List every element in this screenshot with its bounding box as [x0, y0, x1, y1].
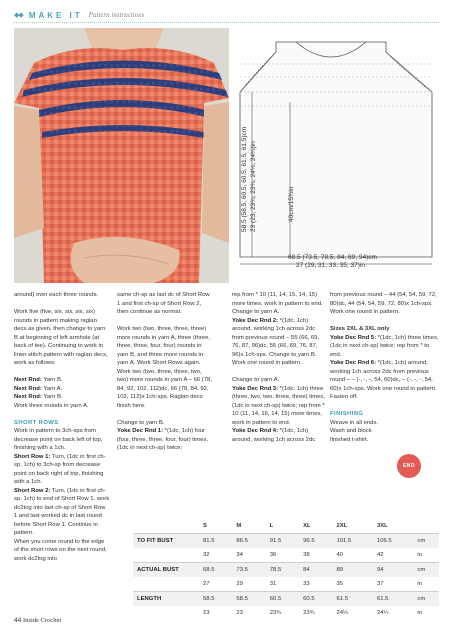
instruction-line: Yoke Dec Rnd 3: *(1dc, 1ch) three (three, two, two, three, three) times, (1dc in next ch-sp) twice; rep from * 10 (11, 14, 16, 14, 15) more times, work in pattern to end. [232, 385, 325, 426]
text-column-2 [117, 291, 213, 453]
sizes-subheading: Sizes 2XL & 3XL only [330, 326, 390, 332]
text-column-3 [232, 291, 328, 444]
instruction-line: Short Row 1: Turn, (1dc in first ch-sp, 1ch) to 3ch-sp from decrease point on back right of top, finishing with a 1ch. [14, 453, 106, 485]
section-title: MAKE IT [28, 10, 83, 20]
schematic-chest-label-in: 23 (23, 23¾, 23¾, 24¼, 24¼)in [250, 141, 257, 232]
table-header-cell: S [203, 523, 207, 529]
section-subtitle: Pattern instructions [88, 11, 145, 19]
paragraph: Change to yarn B. [117, 419, 165, 426]
chevron-icon: ◆◆ [14, 12, 23, 19]
paragraph: Weave in all ends. Wash and block finished t-shirt. [330, 419, 379, 443]
schematic-hem-label: 68.5 (73.5, 78.5, 84, 89, 94)cm [288, 254, 377, 261]
paragraph: Work five (five, six, six, six, six) rounds in pattern making raglan decs as given, then change to yarn B at beginning of left armhole (at back of tee). Continuing to work in linen stitch pattern with raglan decs, work as follows: [14, 309, 108, 366]
table-header-cell: L [269, 523, 274, 529]
table-row: 27 29 31 33 35 37 in [203, 581, 422, 587]
magazine-name: Inside Crochet [23, 617, 62, 624]
header-divider [14, 22, 439, 23]
page-number: 44 [14, 617, 22, 624]
instruction-line: Yoke Dec Rnd 4: *(1dc, 1ch) around, working 1ch across 2dc [232, 428, 316, 443]
table-row: 32 34 36 38 40 42 in [203, 552, 422, 558]
instruction-line: Yoke Dec Rnd 5: *(1dc, 1ch) three times, (1dc in next ch-sp) twice; rep from * to end. [330, 334, 439, 358]
schematic-hem-label-in: 27 (29, 31, 33, 35, 37)in [296, 262, 366, 269]
schematic-chest-label: 58.5 (58.5, 60.5, 60.5, 61.5, 61.5)cm [241, 126, 248, 232]
section-heading: SHORT ROWS [14, 419, 59, 426]
table-row: ACTUAL BUST 68.5 73.5 78.5 84 89 94 cm [133, 563, 439, 578]
table-row: LENGTH 58.5 58.5 60.5 60.5 61.5 61.5 cm [133, 592, 439, 607]
schematic-length-label: 40cm/15¾in [288, 186, 295, 222]
paragraph: Work in pattern to 3ch-sps from decrease point on back left of top, finishing with a 1ch. [14, 428, 103, 451]
size-table [133, 519, 439, 620]
garment-photo [14, 28, 229, 283]
table-header-cell: XL [303, 523, 311, 529]
garment-schematic [236, 32, 446, 284]
table-row: TO FIT BUST 81.5 86.5 91.5 96.5 101.5 106.5 cm [133, 534, 439, 549]
table-header-row [133, 519, 439, 534]
end-badge: END [397, 454, 421, 478]
paragraph: rep from * 10 (11, 14, 15, 14, 15) more times, work in pattern to end. Change to yarn A. [232, 292, 323, 315]
instruction-line: Yoke Dec Rnd 6: *(1dc, 1ch) around, working 1ch across 2dc from previous round – – (-, -, -, 54, 60)dc, – (-, -, -, 54, 60)x 1ch-sps. Work one round in pattern. Fasten off. [330, 360, 437, 400]
paragraph: from previous round – 44 (54, 54, 59, 72, 80)dc, 44 (54, 54, 59, 72, 80)x 1ch-sps. Work one round in pattern. [330, 292, 437, 315]
paragraph: same ch-sp as last dc of Short Row 1 and first ch-sp of Short Row 2, then continue as normal. [117, 292, 210, 315]
table-header-cell: M [236, 523, 242, 529]
section-heading: FINISHING [330, 411, 364, 417]
paragraph: around) over each three rounds. [14, 292, 99, 298]
table-header-cell [413, 519, 439, 534]
text-column-4 [330, 291, 440, 444]
table-row: 23 23 23¾ 23¾ 24¼ 24¼ in [203, 610, 422, 616]
instruction-line: Next Rnd: Yarn B. [14, 394, 63, 400]
paragraph: Work two (two, three, three, three) more rounds in yarn A, three (three, three, three, four, four) rounds in yarn B, and three more rounds in yarn A. Work Short Rows again. Work two (two, three, three, two, two) more rounds in yarn A – 66 (78, 84, 92, 102, 112)dc, 66 (78, 84, 92, 102, 112)x 1ch-sps. Raglan decs finish here. [117, 326, 212, 409]
text-column-1 [14, 291, 110, 563]
instruction-line: Short Row 2: Turn, (1dc in first ch-sp, 1ch) to end of Short Row 1, work dc2tog into last ch-sp of Short Row 1 and last worked dc in last round before Short Row 1. Continue in pattern. [14, 487, 110, 536]
instruction-line: Yoke Dec Rnd 1: *(1dc, 1ch) four (four, three, three, four, four) times, (1dc in next ch-sp) twice; [117, 428, 209, 451]
table-header-cell: 2XL [336, 523, 348, 529]
paragraph: When you come round to the edge of the short rows on the next round, work dc2tog into [14, 538, 107, 562]
instruction-line: Yoke Dec Rnd 2: *(1dc, 1ch) around, working 1ch across 2dc from previous round – 55 (66, 69, 76, 87, 96)dc, 55 (66, 69, 76, 87, 96)x 1ch-sps. Change to yarn B. Work one round in pattern. [232, 317, 320, 366]
instruction-line: Next Rnd: Yarn A. [14, 385, 63, 392]
instruction-line: Next Rnd: Yarn B. [14, 377, 63, 383]
section-header [14, 8, 144, 22]
garment-photo-illustration [14, 28, 229, 283]
paragraph: Change to yarn A. [232, 377, 280, 383]
table-header-cell: 3XL [376, 523, 388, 529]
paragraph: Work three rounds in yarn A. [14, 402, 89, 409]
page-footer [14, 617, 61, 624]
